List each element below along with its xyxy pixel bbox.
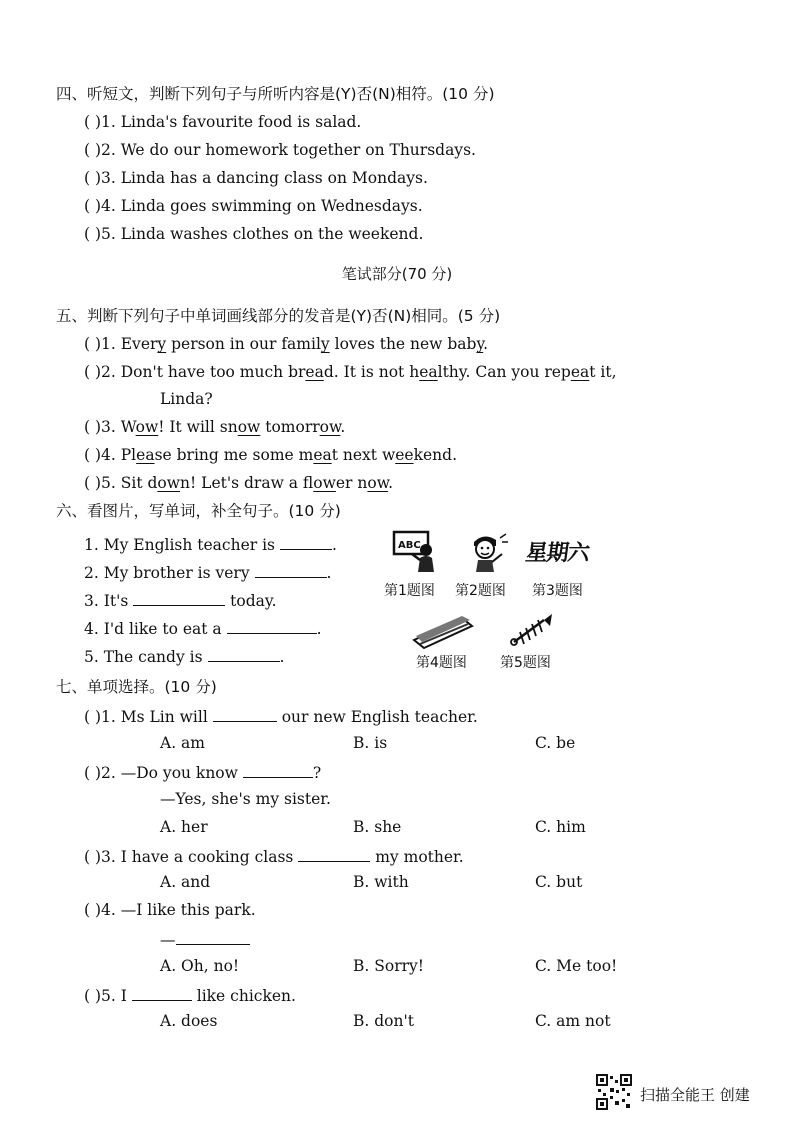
option-c[interactable]: C. him xyxy=(535,818,586,836)
question-text: n! Let's draw a fl xyxy=(180,474,314,492)
saturday-picture: 星期六 xyxy=(523,541,591,566)
option-a[interactable]: A. Oh, no! xyxy=(160,957,240,975)
answer-paren: ( ) xyxy=(84,418,102,436)
fill-text: 3. It's xyxy=(84,592,129,610)
option-c[interactable]: C. Me too! xyxy=(535,957,618,975)
answer-blank[interactable] xyxy=(132,984,192,1001)
answer-paren: ( ) xyxy=(84,901,102,919)
fill-text: 2. My brother is very xyxy=(84,564,250,582)
underlined-part: ee xyxy=(395,446,414,464)
question-text: 1. Ever xyxy=(101,335,158,353)
choice-question xyxy=(84,845,464,867)
underlined-part: ow xyxy=(135,418,159,436)
answer-paren: ( ) xyxy=(84,474,102,492)
answer-paren: ( ) xyxy=(84,363,102,381)
section-4-heading: 四、听短文，判断下列句子与所听内容是(Y)否(N)相符。(10 分) xyxy=(56,85,495,103)
question-item xyxy=(84,417,345,437)
answer-paren: ( ) xyxy=(84,169,102,187)
answer-blank[interactable] xyxy=(176,928,250,945)
question-text: t it, xyxy=(589,363,617,381)
underlined-part: ow xyxy=(367,474,389,492)
option-b[interactable]: B. Sorry! xyxy=(353,957,424,975)
fill-text: today. xyxy=(230,592,277,610)
written-part-title: 笔试部分(70 分) xyxy=(341,265,453,283)
question-text: 3. W xyxy=(101,418,136,436)
option-a[interactable]: A. her xyxy=(160,818,208,836)
answer-blank[interactable] xyxy=(280,533,332,550)
choice-question xyxy=(84,705,478,727)
option-a[interactable]: A. and xyxy=(160,873,211,891)
question-item xyxy=(84,362,617,382)
answer-paren: ( ) xyxy=(84,335,102,353)
question-text: ! It will sn xyxy=(158,418,238,436)
question-text: er n xyxy=(335,474,368,492)
underlined-part: ow xyxy=(237,418,261,436)
question-item xyxy=(84,140,476,160)
question-text: my mother. xyxy=(375,848,464,866)
underlined-part: ea xyxy=(570,363,590,381)
question-text: 5. Sit d xyxy=(101,474,158,492)
underlined-part: ea xyxy=(136,446,155,464)
qr-code-icon xyxy=(596,1074,632,1110)
option-b[interactable]: B. with xyxy=(353,873,409,891)
underlined-part: ow xyxy=(319,418,341,436)
fill-text: . xyxy=(279,648,285,666)
question-text: d. It is not h xyxy=(323,363,420,381)
choice-question xyxy=(84,761,321,783)
question-item xyxy=(84,473,393,493)
choice-question xyxy=(84,984,296,1006)
question-text: 2. Don't have too much br xyxy=(101,363,306,381)
fill-item xyxy=(84,645,284,667)
question-text: 5. I xyxy=(101,987,127,1005)
question-item xyxy=(84,445,457,465)
question-text: 5. Linda washes clothes on the weekend. xyxy=(101,225,424,243)
question-text: t next w xyxy=(331,446,396,464)
picture-caption: 第3题图 xyxy=(532,583,583,599)
choice-question xyxy=(84,900,256,920)
dialog-reply: —Yes, she's my sister. xyxy=(160,790,331,808)
answer-blank[interactable] xyxy=(298,845,370,862)
answer-blank[interactable] xyxy=(213,705,277,722)
answer-blank[interactable] xyxy=(133,589,225,606)
picture-caption: 第2题图 xyxy=(455,583,506,599)
question-item xyxy=(84,224,423,244)
question-text: 2. We do our homework together on Thursdays. xyxy=(101,141,476,159)
question-text: se bring me some m xyxy=(154,446,314,464)
underlined-part: ea xyxy=(313,446,332,464)
answer-blank[interactable] xyxy=(243,761,313,778)
underlined-part: ow xyxy=(157,474,181,492)
answer-paren: ( ) xyxy=(84,446,102,464)
question-text: 3. I have a cooking class xyxy=(101,848,294,866)
fill-text: 1. My English teacher is xyxy=(84,536,275,554)
question-item xyxy=(84,168,428,188)
picture-caption: 第5题图 xyxy=(500,655,551,671)
question-item xyxy=(84,334,488,354)
sandwich-picture xyxy=(410,612,476,650)
answer-blank[interactable] xyxy=(227,617,317,634)
underlined-part: ea xyxy=(419,363,438,381)
option-b[interactable]: B. is xyxy=(353,734,388,752)
fill-item xyxy=(84,589,277,611)
underlined-part: y xyxy=(320,335,330,353)
answer-paren: ( ) xyxy=(84,197,102,215)
fill-text: . xyxy=(316,620,322,638)
option-a[interactable]: A. does xyxy=(160,1012,218,1030)
underlined-part: ow xyxy=(313,474,336,492)
question-continuation: Linda? xyxy=(160,390,213,408)
answer-paren: ( ) xyxy=(84,225,102,243)
answer-paren: ( ) xyxy=(84,708,102,726)
question-item xyxy=(84,196,423,216)
answer-blank[interactable] xyxy=(255,561,327,578)
question-text: 3. Linda has a dancing class on Mondays. xyxy=(101,169,428,187)
section-5-heading: 五、判断下列句子中单词画线部分的发音是(Y)否(N)相同。(5 分) xyxy=(56,307,501,325)
section-7-heading: 七、单项选择。(10 分) xyxy=(56,678,217,696)
question-text: kend. xyxy=(413,446,457,464)
fill-item xyxy=(84,561,331,583)
fill-text: . xyxy=(326,564,332,582)
underlined-part: ea xyxy=(305,363,324,381)
question-item xyxy=(84,112,361,132)
question-text: . xyxy=(483,335,489,353)
board-text: ABC xyxy=(398,540,421,551)
fill-text: . xyxy=(331,536,337,554)
picture-caption: 第4题图 xyxy=(416,655,467,671)
question-text: person in our famil xyxy=(166,335,321,353)
boy-picture xyxy=(462,530,510,578)
question-text: ? xyxy=(312,764,322,782)
question-text: . xyxy=(340,418,346,436)
teacher-board-picture xyxy=(392,528,448,576)
answer-paren: ( ) xyxy=(84,848,102,866)
fill-text: 5. The candy is xyxy=(84,648,203,666)
question-text: 4. —I like this park. xyxy=(101,901,256,919)
answer-paren: ( ) xyxy=(84,113,102,131)
question-text: loves the new bab xyxy=(329,335,477,353)
option-c[interactable]: C. am not xyxy=(535,1012,611,1030)
option-c[interactable]: C. be xyxy=(535,734,576,752)
question-text: . xyxy=(388,474,394,492)
answer-paren: ( ) xyxy=(84,764,102,782)
answer-paren: ( ) xyxy=(84,141,102,159)
dialog-reply xyxy=(160,928,250,950)
option-b[interactable]: B. she xyxy=(353,818,402,836)
option-b[interactable]: B. don't xyxy=(353,1012,414,1030)
fill-item xyxy=(84,533,337,555)
question-text: 1. Linda's favourite food is salad. xyxy=(101,113,362,131)
section-6-heading: 六、看图片，写单词，补全句子。(10 分) xyxy=(56,502,341,520)
fill-text: 4. I'd like to eat a xyxy=(84,620,222,638)
question-text: 2. —Do you know xyxy=(101,764,238,782)
fish-bone-picture xyxy=(508,612,556,648)
question-text: our new English teacher. xyxy=(281,708,478,726)
option-a[interactable]: A. am xyxy=(160,734,205,752)
question-text: 1. Ms Lin will xyxy=(101,708,208,726)
question-text: 4. Pl xyxy=(101,446,137,464)
underlined-part: y xyxy=(157,335,167,353)
question-text: tomorr xyxy=(260,418,320,436)
question-text: like chicken. xyxy=(196,987,296,1005)
option-c[interactable]: C. but xyxy=(535,873,583,891)
answer-paren: ( ) xyxy=(84,987,102,1005)
question-text: lthy. Can you rep xyxy=(437,363,571,381)
fill-item xyxy=(84,617,322,639)
underlined-part: y xyxy=(476,335,484,353)
question-text: 4. Linda goes swimming on Wednesdays. xyxy=(101,197,423,215)
footer-credit: 扫描全能王 创建 xyxy=(640,1086,750,1104)
dash: — xyxy=(160,931,176,949)
answer-blank[interactable] xyxy=(208,645,280,662)
picture-caption: 第1题图 xyxy=(384,583,435,599)
